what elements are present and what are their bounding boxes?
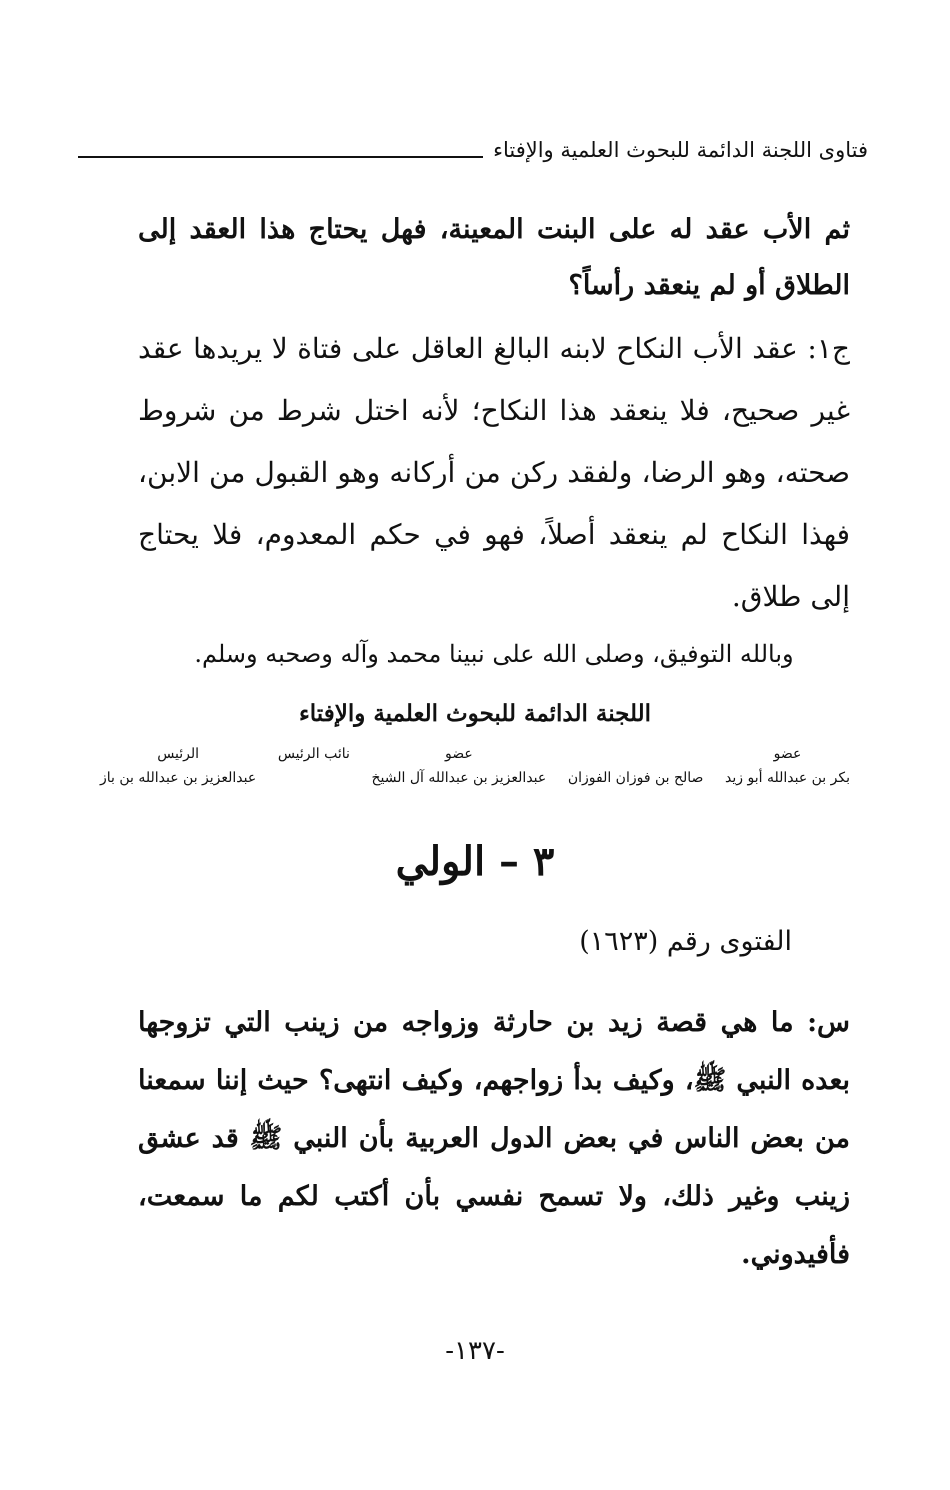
signatory-role <box>633 746 637 762</box>
signatory-role: عضو <box>445 746 473 762</box>
answer-1: ج١: عقد الأب النكاح لابنه البالغ العاقل على فتاة لا يريدها عقد غير صحيح، فلا ينعقد هذا النكاح؛ لأنه اختل شرط من شروط صحته، وهو الرضا، ولفقد ركن من أركانه وهو القبول من الابن، فهذا النكاح لم ينعقد أصلاً، فهو في حكم المعدوم، فلا يحتاج إلى طلاق. <box>138 332 850 613</box>
running-header <box>78 138 868 162</box>
book-title: فتاوى اللجنة الدائمة للبحوث العلمية والإفتاء <box>493 138 868 162</box>
signatory-role: عضو <box>773 746 802 762</box>
question-1: ثم الأب عقد له على البنت المعينة، فهل يحتاج هذا العقد إلى الطلاق أو لم ينعقد رأساً؟ <box>138 214 850 301</box>
committee-name: اللجنة الدائمة للبحوث العلمية والإفتاء <box>298 700 652 727</box>
signatory-name: عبدالعزيز بن عبدالله آل الشيخ <box>371 770 547 786</box>
signatory <box>278 746 350 786</box>
header-rule <box>78 156 483 158</box>
fatwa-number: الفتوى رقم (١٦٢٣) <box>579 926 792 957</box>
signatory-role: الرئيس <box>157 746 200 762</box>
signatory-name: صالح بن فوزان الفوزان <box>567 770 704 786</box>
signatory <box>100 746 256 786</box>
question-2: س: ما هي قصة زيد بن حارثة وزواجه من زينب التي تزوجها بعده النبي ﷺ، وكيف بدأ زواجهم، وكيف انتهى؟ حيث إننا سمعنا من بعض الناس في بعض الدول العربية بأن النبي ﷺ قد عشق زينب وغير ذلك، ولا تسمح نفسي بأن أكتب لكم ما سمعت، فأفيدوني. <box>138 1007 850 1270</box>
signatory-name: بكر بن عبدالله أبو زيد <box>725 770 850 786</box>
signatory-name <box>312 770 316 786</box>
closing-prayer: وبالله التوفيق، وصلى الله على نبينا محمد وآله وصحبه وسلم. <box>194 640 794 668</box>
signatory <box>725 746 850 786</box>
signatures <box>100 746 850 786</box>
signatory-name: عبدالعزيز بن عبدالله بن باز <box>100 770 257 786</box>
signatory-role: نائب الرئيس <box>277 746 350 762</box>
page-number: -١٣٧- <box>445 1336 505 1366</box>
signatory <box>372 746 547 786</box>
section-title: ٣ – الولي <box>395 838 555 885</box>
signatory <box>568 746 704 786</box>
